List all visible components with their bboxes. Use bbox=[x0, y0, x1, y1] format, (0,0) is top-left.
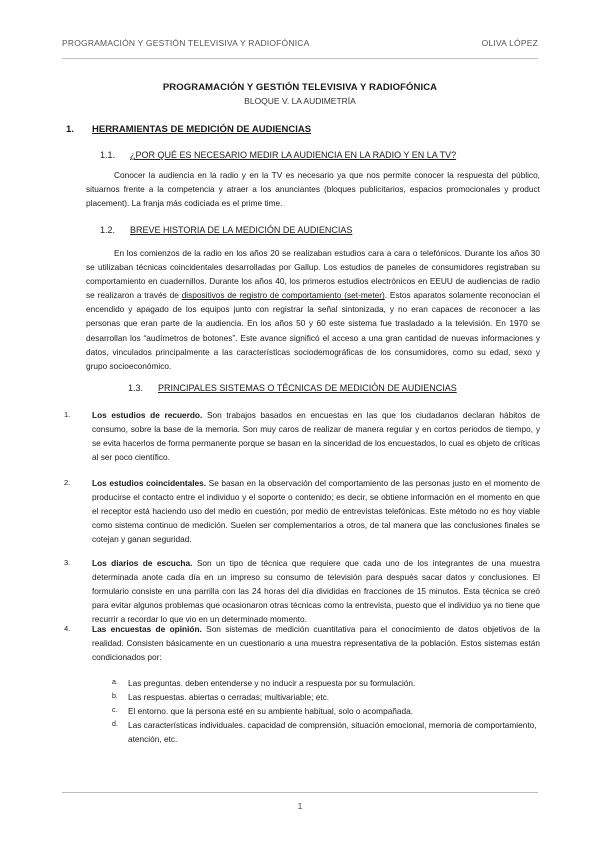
sublist-text: que la persona esté en su ambiente habitual, solo o acompañada. bbox=[168, 706, 414, 716]
paragraph-why-measure: Conocer la audiencia en la radio y en la TV es necesario ya que nos permite conocer la respuesta del público, situarnos frente a la competencia y atraer a los anunciantes (bloques publicitarios, espacios promocionales y product placement). La franja más codiciada es el prime time. bbox=[86, 170, 540, 209]
footer-divider bbox=[62, 792, 538, 793]
header-course-title: PROGRAMACIÓN Y GESTIÓN TELEVISIVA Y RADIOFÓNICA bbox=[62, 38, 310, 48]
subsection-title: BREVE HISTORIA DE LA MEDICIÓN DE AUDIENCIAS bbox=[130, 225, 353, 235]
list-item bbox=[64, 556, 540, 626]
set-meter-term: dispositivos de registro de comportamiento (set-meter) bbox=[181, 290, 385, 301]
subsection-title: ¿POR QUÉ ES NECESARIO MEDIR LA AUDIENCIA EN LA RADIO Y EN LA TV? bbox=[130, 150, 457, 160]
list-item-number: 3. bbox=[64, 558, 71, 567]
list-item bbox=[64, 408, 540, 464]
header-divider bbox=[62, 58, 538, 59]
history-text-start: En los comienzos de la radio en los años 20 se realizaban estudios cara a cara o telefónicos. Durante los años 30 se utilizaban técnicas coincidentales desarrolladas por Gallup. Los estudios de paneles de consumidores registraban su comportamiento en cuadernillos. Durante los años 40, los primeros estudios electrónicos en EEUU de audiencias de radio se realizaron a través de bbox=[86, 248, 540, 301]
sublist-lead: Las preguntas. bbox=[128, 678, 183, 688]
sublist-item bbox=[112, 704, 540, 718]
sublist-letter: d. bbox=[112, 721, 118, 728]
sublist-item bbox=[112, 690, 540, 704]
list-item-number: 2. bbox=[64, 478, 71, 487]
sublist-lead: El entorno. bbox=[128, 706, 169, 716]
document-title: PROGRAMACIÓN Y GESTIÓN TELEVISIVA Y RADIOFÓNICA bbox=[162, 82, 438, 93]
subsection-number: 1.1. bbox=[100, 150, 116, 160]
list-item-text: Se basan en la observación del comportamiento de las personas justo en el momento de producirse el contacto entre el individuo y el soporte o contenido; es decir, se obtiene información en el momento en que el receptor está haciendo uso del medio en cuestión, por medio de entrevistas telefónicas. Este método no es hoy viable como sistema continuo de medición. Suelen ser complementarios a otros, de tal manera que las conclusiones finales se cotejan y ganan seguridad. bbox=[92, 478, 541, 545]
list-item bbox=[64, 476, 541, 546]
list-item-text: Son un tipo de técnica que requiere que cada uno de los integrantes de una muestra determinada anote cada día en un impreso su consumo de televisión para después sacar datos y conclusiones. El formulario consiste en una parrilla con las 24 horas del día divididas en fracciones de 15 minutos. Esta técnica se creó para evitar algunos problemas que ocasionaron otras técnicas como la entrevista, puesto que el individuo ya no tiene que recurrir a recordar lo que vio en un determinado momento. bbox=[92, 558, 540, 625]
list-item-number: 1. bbox=[64, 410, 71, 419]
sublist-item bbox=[112, 718, 540, 746]
header-author: OLIVA LÓPEZ bbox=[481, 38, 538, 48]
list-item-lead: Las encuestas de opinión. bbox=[92, 624, 202, 634]
section-title: HERRAMIENTAS DE MEDICIÓN DE AUDIENCIAS bbox=[92, 124, 312, 135]
sublist-letter: b. bbox=[112, 693, 118, 700]
list-item-text: Son sistemas de medición cuantitativa para el conocimiento de datos objetivos de la realidad. Consisten básicamente en un cuestionario a una muestra representativa de la población. Estos sistemas están condicionados por: bbox=[92, 624, 540, 663]
subsection-number: 1.3. bbox=[128, 383, 144, 393]
sublist-lead: Las respuestas. bbox=[128, 692, 187, 702]
sublist-letter: c. bbox=[112, 707, 118, 714]
document-subtitle: BLOQUE V. LA AUDIMETRÍA bbox=[244, 96, 356, 106]
list-item-lead: Los estudios de recuerdo. bbox=[92, 410, 203, 420]
history-text-end: . Estos aparatos solamente reconocían el encendido y apagado de los equipos junto con registrar la señal sintonizada, y no eran capaces de reconocer a las personas que eran parte de la audiencia. En los años 50 y 60 este sistema fue trasladado a la televisión. En 1970 se desarrollan los “audímetros de botones”. Este avance significó el acceso a una gran cantidad de nuevas informaciones y datos, vinculados principalmente a las características sociodemográficas de los consumidores, como su edad, sexo y grupo socioeconómico. bbox=[86, 290, 540, 371]
subsection-number: 1.2. bbox=[100, 225, 116, 235]
sublist-lead: Las características individuales. bbox=[128, 720, 246, 730]
section-number: 1. bbox=[66, 124, 74, 135]
sublist-text: deben entenderse y no inducir a respuesta por su formulación. bbox=[182, 678, 416, 688]
sublist-text: capacidad de comprensión, situación emocional, memoria de comportamiento, atención, etc. bbox=[128, 720, 537, 745]
sublist-item bbox=[112, 676, 540, 690]
list-item-number: 4. bbox=[64, 624, 71, 633]
list-item-text: Son trabajos basados en encuestas en las que los ciudadanos declaran hábitos de consumo, sobre la base de la memoria. Son muy caros de realizar de manera regular y en cortos periodos de tiempo, y se evita hacerlos de forma permanente porque se basan en la sinceridad de los encuestados, lo cual es objeto de críticas al ser poco científico. bbox=[92, 410, 540, 463]
list-item-lead: Los estudios coincidentales. bbox=[92, 478, 207, 488]
sublist-text: abiertas o cerradas; multivariable; etc. bbox=[186, 692, 330, 702]
paragraph-history bbox=[86, 246, 540, 373]
subsection-title: PRINCIPALES SISTEMAS O TÉCNICAS DE MEDICIÓN DE AUDIENCIAS bbox=[158, 383, 457, 393]
sublist-letter: a. bbox=[112, 679, 118, 686]
running-header bbox=[62, 38, 538, 48]
list-item-lead: Los diarios de escucha. bbox=[92, 558, 193, 568]
page-number: 1 bbox=[297, 801, 303, 811]
list-item bbox=[64, 622, 540, 664]
